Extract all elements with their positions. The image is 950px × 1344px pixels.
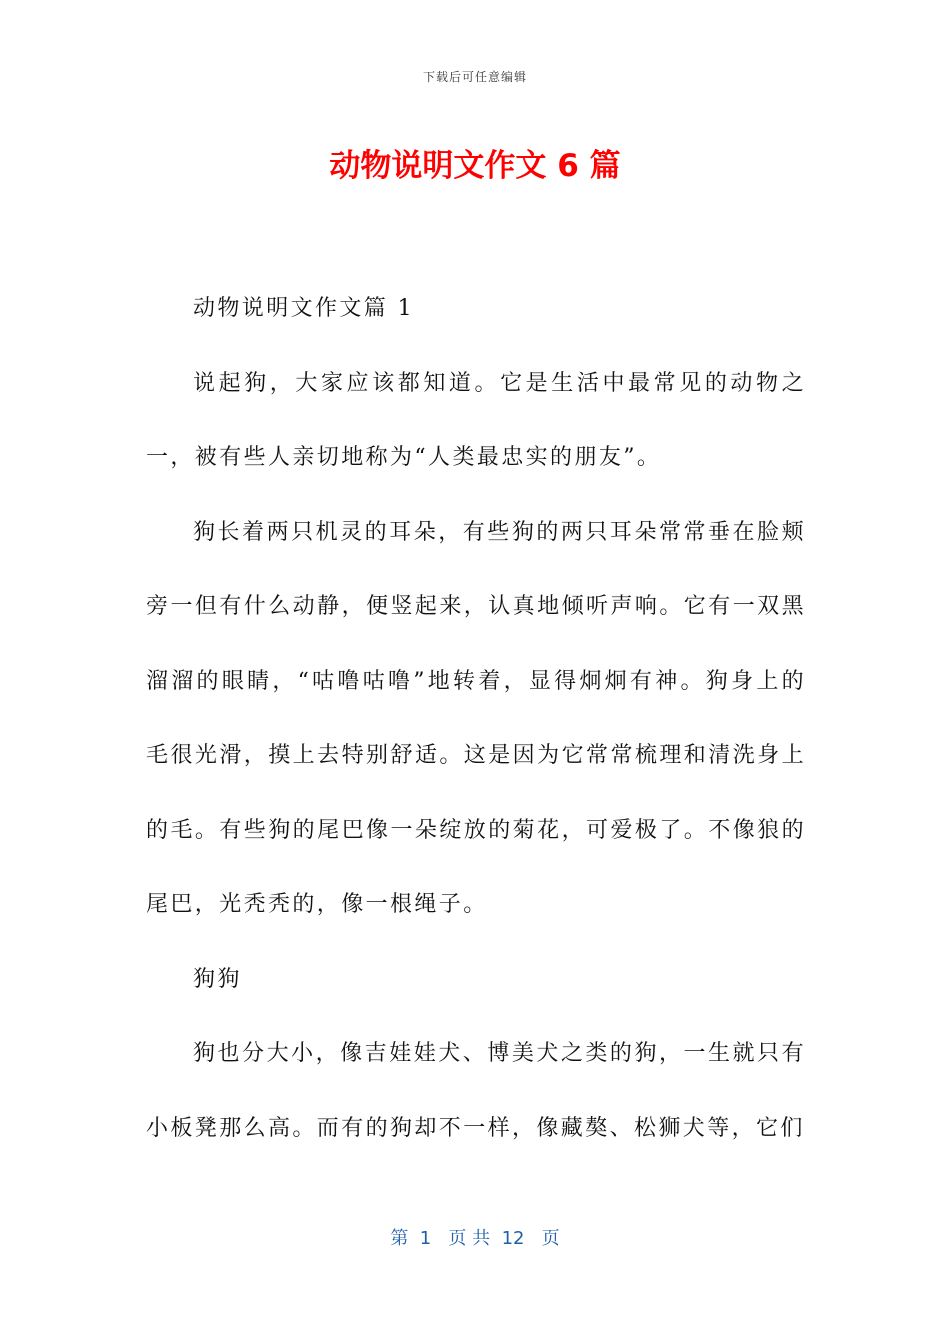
- paragraph-subheading: 狗狗: [193, 966, 242, 992]
- header-note: 下载后可任意编辑: [422, 70, 527, 84]
- page-number-footer: 第 1 页 共 12 页: [390, 1228, 560, 1249]
- document-title: 动物说明文作文 6 篇: [329, 148, 621, 184]
- paragraph-intro: 说起狗，大家应该都知道。它是生活中最常见的动物之一，被有些人亲切地称为“人类最忠实的朋友”。: [146, 370, 806, 470]
- paragraph-sizes: 狗也分大小，像吉娃娃犬、博美犬之类的狗，一生就只有小板凳那么高。而有的狗却不一样，像藏獒、松狮犬等，它们: [146, 1041, 806, 1141]
- paragraph-appearance: 狗长着两只机灵的耳朵，有些狗的两只耳朵常常垂在脸颊旁一但有什么动静，便竖起来，认真地倾听声响。它有一双黑溜溜的眼睛，“咕噜咕噜”地转着，显得炯炯有神。狗身上的毛很光滑，摸上去特别舒适。这是因为它常常梳理和清洗身上的毛。有些狗的尾巴像一朵绽放的菊花，可爱极了。不像狼的尾巴，光秃秃的，像一根绳子。: [146, 519, 806, 917]
- document-body: [146, 272, 806, 1166]
- paragraph-section-heading: 动物说明文作文篇 1: [193, 296, 414, 321]
